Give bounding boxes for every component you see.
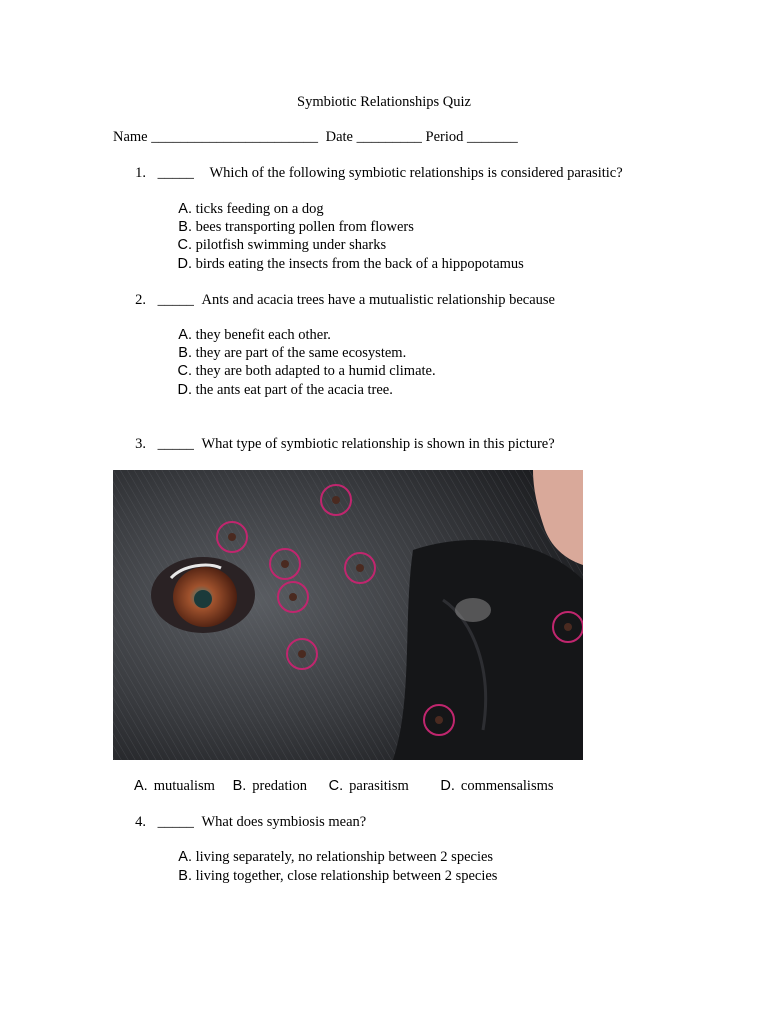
option-1b: [170, 219, 414, 236]
date-blank: _________: [356, 129, 422, 145]
answer-blank: _____: [157, 436, 194, 452]
option-4b: [170, 868, 497, 885]
option-letter: B.: [178, 345, 192, 361]
option-letter: C.: [328, 778, 344, 794]
option-letter: D.: [177, 382, 192, 398]
option-letter: A.: [178, 201, 192, 217]
option-letter: C.: [177, 237, 192, 253]
answer-blank: _____: [157, 292, 194, 308]
option-2d: [170, 382, 393, 399]
option-letter: B.: [178, 868, 192, 884]
option-text: they are both adapted to a humid climate.: [195, 363, 436, 379]
option-text: living together, close relationship between 2 species: [195, 868, 498, 884]
question-number: 3.: [135, 436, 146, 452]
option-1d: [170, 256, 524, 273]
option-1c: [170, 237, 386, 254]
date-label: Date: [325, 129, 353, 145]
option-letter: B.: [232, 778, 247, 794]
option-text: mutualism: [153, 778, 215, 794]
question-1: [124, 165, 623, 182]
student-info-line: [113, 129, 518, 146]
option-4a: [170, 849, 493, 866]
question-text: What does symbiosis mean?: [201, 814, 367, 830]
question-text: Which of the following symbiotic relationships is considered parasitic?: [209, 165, 623, 181]
question-text: Ants and acacia trees have a mutualistic relationship because: [201, 292, 555, 308]
option-letter: C.: [177, 363, 192, 379]
question-number: 1.: [135, 165, 146, 181]
option-letter: B.: [178, 219, 192, 235]
name-blank: _______________________: [151, 129, 318, 145]
option-letter: D.: [177, 256, 192, 272]
option-text: they benefit each other.: [195, 327, 331, 343]
question-text: What type of symbiotic relationship is shown in this picture?: [201, 436, 555, 452]
option-text: parasitism: [349, 778, 409, 794]
option-letter: A.: [134, 778, 148, 794]
answer-blank: _____: [157, 165, 194, 181]
option-2b: [170, 345, 406, 362]
question-3: [124, 436, 555, 453]
period-label: Period: [425, 129, 464, 145]
question-number: 4.: [135, 814, 146, 830]
name-label: Name: [113, 129, 148, 145]
question-number: 2.: [135, 292, 146, 308]
question-3-options: [134, 778, 558, 795]
option-2c: [170, 363, 436, 380]
option-letter: D.: [440, 778, 455, 794]
option-text: commensalisms: [460, 778, 554, 794]
option-2a: [170, 327, 331, 344]
option-text: the ants eat part of the acacia tree.: [195, 382, 393, 398]
option-text: ticks feeding on a dog: [195, 201, 324, 217]
option-text: predation: [252, 778, 308, 794]
question-2: [124, 292, 555, 309]
answer-blank: _____: [157, 814, 194, 830]
option-letter: A.: [178, 327, 192, 343]
page-title: Symbiotic Relationships Quiz: [297, 94, 471, 110]
option-letter: A.: [178, 849, 192, 865]
option-text: birds eating the insects from the back of a hippopotamus: [195, 256, 524, 272]
dog-with-ticks-photo: [113, 470, 583, 760]
question-4: [124, 814, 366, 831]
option-text: living separately, no relationship between 2 species: [195, 849, 494, 865]
option-text: they are part of the same ecosystem.: [195, 345, 407, 361]
period-blank: _______: [466, 129, 518, 145]
option-text: pilotfish swimming under sharks: [195, 237, 387, 253]
option-text: bees transporting pollen from flowers: [195, 219, 414, 235]
option-1a: [170, 201, 324, 218]
